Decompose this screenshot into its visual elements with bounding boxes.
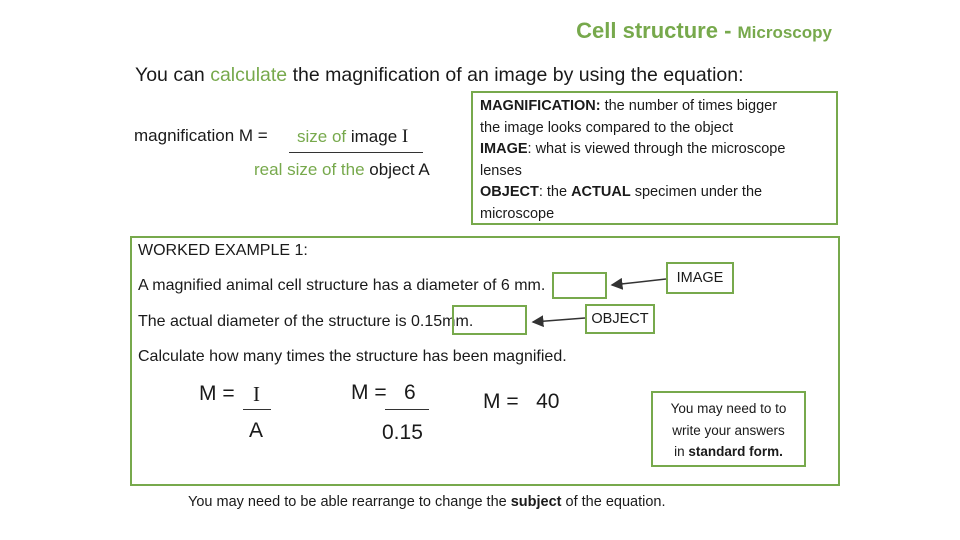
title-main: Cell structure - <box>576 18 738 43</box>
def-object-term: OBJECT <box>480 184 539 200</box>
step2-numerator: 6 <box>404 381 416 404</box>
note-line3-a: in <box>674 444 689 459</box>
step2-fraction-line <box>385 409 429 410</box>
step2-lhs: M = <box>351 381 387 404</box>
object-tag: OBJECT <box>585 304 655 334</box>
highlight-6mm-box <box>552 272 607 299</box>
equation-fraction-line <box>289 152 423 153</box>
def-magnification-text: the number of times bigger <box>600 98 778 114</box>
step1-fraction-line <box>243 409 271 410</box>
highlight-015mm-box <box>452 305 527 335</box>
worked-example-line2-a: The actual diameter of the structure is <box>138 313 412 330</box>
worked-example-line2 <box>138 313 473 331</box>
worked-example-line3: Calculate how many times the structure has been magnified. <box>138 348 567 365</box>
note-line3 <box>653 441 804 463</box>
note-line1: You may need to to <box>670 401 787 416</box>
title-sub: Microscopy <box>737 23 832 42</box>
def-object-text: : the <box>538 184 572 200</box>
def-magnification-term: MAGNIFICATION: <box>480 98 601 114</box>
step1-numerator: I <box>253 382 260 406</box>
def-image-text2: lenses <box>480 162 522 179</box>
def-magnification <box>480 96 836 118</box>
def-object-text3: specimen under the <box>630 184 763 200</box>
equation-denominator-b: object A <box>364 160 430 179</box>
intro-highlight: calculate <box>210 64 288 86</box>
footer-text <box>188 494 666 510</box>
worked-example-line1-a: A magnified animal cell structure has a diameter of <box>138 277 501 294</box>
step2-denominator: 0.15 <box>382 421 423 444</box>
equation-numerator-b: image <box>346 127 402 146</box>
equation-numerator-symbol: I <box>401 126 409 147</box>
step1-lhs: M = <box>199 382 235 405</box>
equation-denominator <box>254 160 430 180</box>
footer-a: You may need to be able rearrange to change the <box>188 494 511 510</box>
worked-example-015mm: 0.15mm. <box>411 313 474 330</box>
worked-example-title: WORKED EXAMPLE 1: <box>138 242 308 259</box>
intro-after: the magnification of an image by using the equation: <box>287 64 744 86</box>
page-title <box>0 18 832 44</box>
intro-text <box>135 64 744 87</box>
def-object-text4: microscope <box>480 205 555 222</box>
def-image-term: IMAGE <box>480 141 528 157</box>
image-tag: IMAGE <box>666 262 734 294</box>
def-object-actual: ACTUAL <box>571 184 631 200</box>
intro-before: You can <box>135 64 211 86</box>
note-line3-b: standard form. <box>688 444 783 459</box>
footer-c: of the equation. <box>561 494 666 510</box>
equation-numerator-a: size of <box>297 127 347 146</box>
worked-example-6mm: 6 mm. <box>500 277 546 294</box>
definitions-box <box>471 91 838 225</box>
equation-label: magnification M = <box>134 126 268 145</box>
def-magnification-text2: the image looks compared to the object <box>480 119 734 136</box>
equation-numerator <box>297 126 408 148</box>
worked-example-line1 <box>138 277 545 295</box>
step1-denominator: A <box>249 419 264 442</box>
footer-subject: subject <box>510 494 562 510</box>
equation-denominator-a: real size of the <box>254 160 365 179</box>
def-image <box>480 139 836 161</box>
standard-form-note <box>651 391 806 467</box>
def-object <box>480 182 836 204</box>
def-image-text: : what is viewed through the microscope <box>527 141 786 157</box>
step3-result: M = 40 <box>483 390 560 413</box>
note-line2: write your answers <box>672 422 785 438</box>
